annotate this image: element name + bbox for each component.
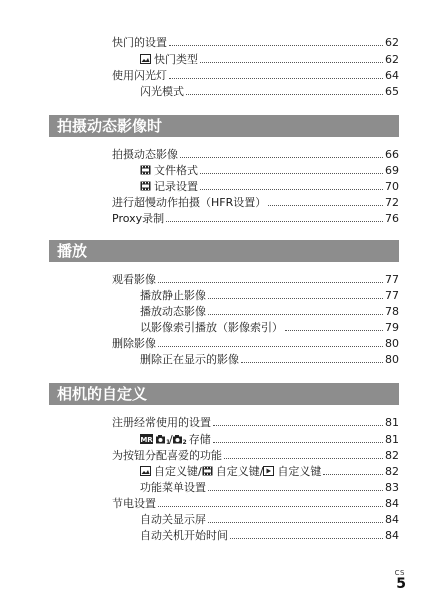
page-ref: 64 — [385, 69, 399, 82]
page-ref: 66 — [385, 148, 399, 161]
movie-icon — [140, 181, 151, 191]
leader-dots — [158, 282, 383, 283]
toc-entry-auto-monitor-off[interactable] — [140, 511, 399, 526]
svg-text:MR: MR — [140, 436, 153, 444]
entry-label: 快门类型 — [154, 53, 198, 66]
entry-label: 删除正在显示的影像 — [140, 353, 239, 366]
page-ref: 82 — [385, 449, 399, 462]
still-image-icon — [140, 54, 151, 64]
page-ref: 69 — [385, 164, 399, 177]
toc-entry-flash[interactable] — [112, 67, 399, 82]
camera-1-icon — [156, 434, 169, 444]
page-ref: 84 — [385, 513, 399, 526]
page-ref: 81 — [385, 416, 399, 429]
entry-label: 存储 — [188, 433, 211, 446]
toc-entry-memory[interactable] — [140, 431, 399, 446]
toc-entry-custom-keys[interactable] — [140, 463, 399, 478]
entry-label: 播放静止影像 — [140, 289, 206, 302]
leader-dots — [213, 425, 383, 426]
still-image-icon — [140, 466, 151, 476]
entry-label: 自动关机开始时间 — [140, 529, 228, 542]
leader-dots — [208, 490, 383, 491]
entry-label: 注册经常使用的设置 — [112, 416, 211, 429]
entry-label: 删除影像 — [112, 337, 156, 350]
leader-dots — [323, 474, 383, 475]
page-ref: 77 — [385, 273, 399, 286]
entry-label: 播放动态影像 — [140, 305, 206, 318]
section-header-customize: 相机的自定义 — [49, 383, 399, 405]
leader-dots — [158, 346, 383, 347]
page-ref: 62 — [385, 53, 399, 66]
leader-dots — [208, 298, 383, 299]
entry-label: 自动关显示屏 — [140, 513, 206, 526]
leader-dots — [285, 330, 383, 331]
page-ref: 62 — [385, 36, 399, 49]
play-icon — [263, 466, 274, 476]
icon-separator: / — [169, 433, 173, 446]
memory-recall-icon — [140, 434, 153, 444]
page-ref: 77 — [385, 289, 399, 302]
leader-dots — [268, 205, 383, 206]
movie-icon — [140, 165, 151, 175]
toc-entry-record-settings[interactable] — [140, 178, 399, 193]
leader-dots — [169, 78, 383, 79]
entry-label: 快门的设置 — [112, 36, 167, 49]
entry-label: 闪光模式 — [140, 85, 184, 98]
leader-dots — [241, 362, 383, 363]
entry-label: 使用闪光灯 — [112, 69, 167, 82]
toc-entry-file-format[interactable] — [140, 162, 399, 177]
page-ref: 82 — [385, 465, 399, 478]
entry-label: 文件格式 — [154, 164, 198, 177]
page-ref: 80 — [385, 337, 399, 350]
toc-entry-power-off-time[interactable] — [140, 527, 399, 542]
toc-entry-delete-displayed[interactable] — [140, 351, 399, 366]
entry-label: 以影像索引播放（影像索引） — [140, 321, 283, 334]
entry-label: 拍摄动态影像 — [112, 148, 178, 161]
toc-entry-power-saving[interactable] — [112, 495, 399, 510]
leader-dots — [180, 157, 383, 158]
camera-2-icon — [173, 434, 186, 444]
movie-icon — [202, 466, 213, 476]
leader-dots — [224, 458, 383, 459]
page-ref: 76 — [385, 212, 399, 225]
toc-entry-image-index[interactable] — [140, 319, 399, 334]
entry-label: 进行超慢动作拍摄（HFR设置） — [112, 196, 267, 209]
leader-dots — [186, 94, 383, 95]
toc-entry-shoot-movie[interactable] — [112, 146, 399, 161]
page-ref: 79 — [385, 321, 399, 334]
section-header-movie: 拍摄动态影像时 — [49, 115, 399, 137]
toc-entry-flash-mode[interactable] — [140, 83, 399, 98]
page-ref: 84 — [385, 497, 399, 510]
entry-label-b: 自定义键/ — [215, 465, 264, 478]
entry-label-c: 自定义键 — [277, 465, 322, 478]
leader-dots — [208, 522, 383, 523]
page-ref: 81 — [385, 433, 399, 446]
entry-label: Proxy录制 — [112, 212, 165, 225]
toc-entry-delete-images[interactable] — [112, 335, 399, 350]
leader-dots — [208, 314, 383, 315]
toc-entry-function-menu[interactable] — [140, 479, 399, 494]
leader-dots — [200, 173, 383, 174]
entry-label: 功能菜单设置 — [140, 481, 206, 494]
leader-dots — [200, 62, 383, 63]
toc-entry-view-images[interactable] — [112, 271, 399, 286]
toc-entry-play-still[interactable] — [140, 287, 399, 302]
leader-dots — [213, 442, 383, 443]
leader-dots — [230, 538, 383, 539]
page-ref: 80 — [385, 353, 399, 366]
toc-entry-register-settings[interactable] — [112, 414, 399, 429]
entry-label: 记录设置 — [154, 180, 198, 193]
leader-dots — [158, 506, 383, 507]
toc-entry-shutter-settings[interactable] — [112, 34, 399, 49]
page-ref: 72 — [385, 196, 399, 209]
entry-label: 观看影像 — [112, 273, 156, 286]
entry-label: 节电设置 — [112, 497, 156, 510]
toc-entry-proxy[interactable] — [112, 210, 399, 225]
page-ref: 84 — [385, 529, 399, 542]
page-ref: 83 — [385, 481, 399, 494]
toc-entry-hfr[interactable] — [112, 194, 399, 209]
leader-dots — [200, 189, 383, 190]
page-ref: 70 — [385, 180, 399, 193]
toc-entry-play-movie[interactable] — [140, 303, 399, 318]
entry-label-a: 自定义键/ — [154, 465, 202, 478]
section-header-playback: 播放 — [49, 240, 399, 262]
entry-label: 为按钮分配喜爱的功能 — [112, 449, 222, 462]
svg-text:1: 1 — [166, 439, 171, 446]
leader-dots — [169, 45, 383, 46]
svg-text:2: 2 — [182, 439, 187, 446]
language-code: CS — [394, 569, 405, 577]
page-ref: 78 — [385, 305, 399, 318]
page-ref: 65 — [385, 85, 399, 98]
toc-entry-shutter-type[interactable] — [140, 51, 399, 66]
page-number: 5 — [396, 576, 406, 592]
leader-dots — [166, 221, 383, 222]
toc-entry-assign-button[interactable] — [112, 447, 399, 462]
